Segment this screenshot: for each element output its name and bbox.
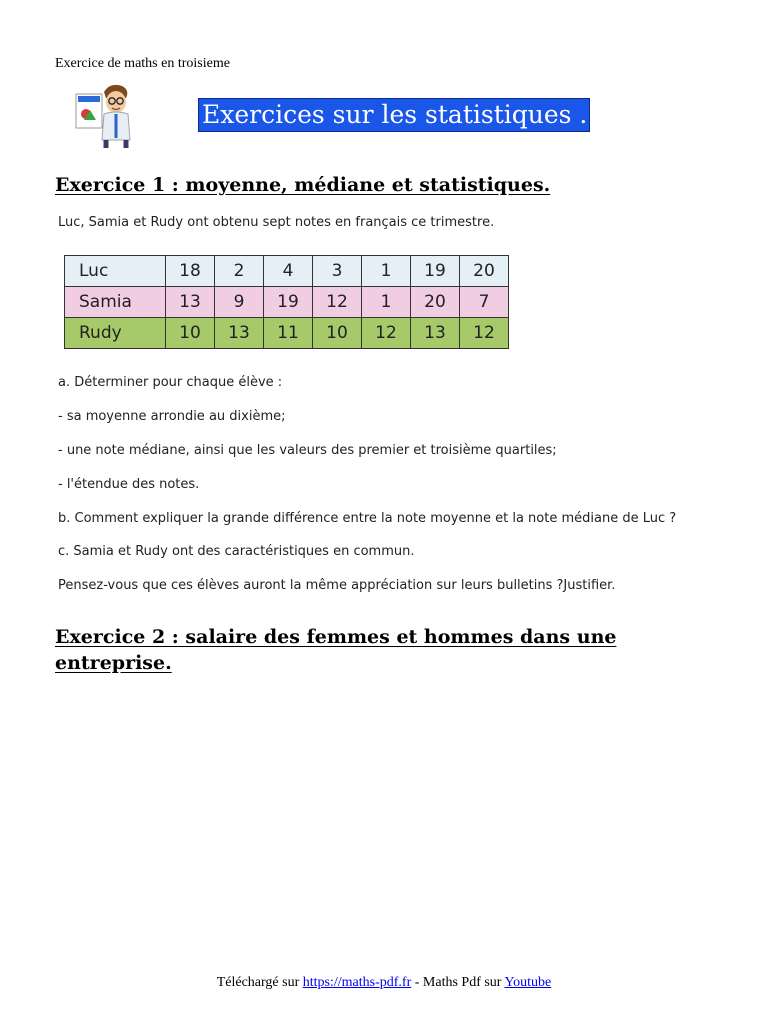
page-title: Exercices sur les statistiques . (198, 98, 590, 132)
student-name-cell: Luc (65, 256, 166, 287)
exercise-1-intro: Luc, Samia et Rudy ont obtenu sept notes en français ce trimestre. (58, 215, 495, 230)
grade-cell: 13 (166, 287, 215, 318)
grade-cell: 1 (362, 287, 411, 318)
exercise-1-title: Exercice 1 : moyenne, médiane et statistiques. (55, 174, 551, 196)
grade-cell: 12 (460, 318, 509, 349)
grade-cell: 4 (264, 256, 313, 287)
footer-prefix: Téléchargé sur (216, 975, 303, 990)
grade-cell: 10 (313, 318, 362, 349)
grades-table (64, 255, 509, 349)
grade-cell: 12 (362, 318, 411, 349)
teacher-mascot-icon (72, 82, 140, 148)
table-row (65, 287, 509, 318)
question-line: Pensez-vous que ces élèves auront la même appréciation sur leurs bulletins ?Justifier. (58, 578, 616, 593)
page-footer (0, 975, 768, 991)
footer-middle: - Maths Pdf sur (411, 975, 505, 990)
grade-cell: 13 (411, 318, 460, 349)
question-line: - une note médiane, ainsi que les valeurs des premier et troisième quartiles; (58, 443, 557, 458)
exercise-2-title: Exercice 2 : salaire des femmes et hommes dans une entreprise. (55, 626, 617, 674)
grade-cell: 19 (411, 256, 460, 287)
question-line: b. Comment expliquer la grande différence entre la note moyenne et la note médiane de Luc ? (58, 511, 677, 526)
grade-cell: 20 (411, 287, 460, 318)
grade-cell: 7 (460, 287, 509, 318)
grade-cell: 3 (313, 256, 362, 287)
grade-cell: 10 (166, 318, 215, 349)
grade-cell: 12 (313, 287, 362, 318)
question-line: c. Samia et Rudy ont des caractéristiques en commun. (58, 544, 415, 559)
grade-cell: 20 (460, 256, 509, 287)
page-header-subtitle: Exercice de maths en troisieme (55, 56, 230, 71)
student-name-cell: Samia (65, 287, 166, 318)
grade-cell: 18 (166, 256, 215, 287)
table-row (65, 318, 509, 349)
grade-cell: 9 (215, 287, 264, 318)
grade-cell: 13 (215, 318, 264, 349)
grade-cell: 19 (264, 287, 313, 318)
grade-cell: 1 (362, 256, 411, 287)
grade-cell: 11 (264, 318, 313, 349)
table-row (65, 256, 509, 287)
maths-pdf-link[interactable]: https://maths-pdf.fr (302, 975, 412, 990)
student-name-cell: Rudy (65, 318, 166, 349)
question-line: - l'étendue des notes. (58, 477, 200, 492)
question-line: - sa moyenne arrondie au dixième; (58, 409, 286, 424)
youtube-link[interactable]: Youtube (504, 975, 552, 990)
grade-cell: 2 (215, 256, 264, 287)
question-line: a. Déterminer pour chaque élève : (58, 375, 283, 390)
